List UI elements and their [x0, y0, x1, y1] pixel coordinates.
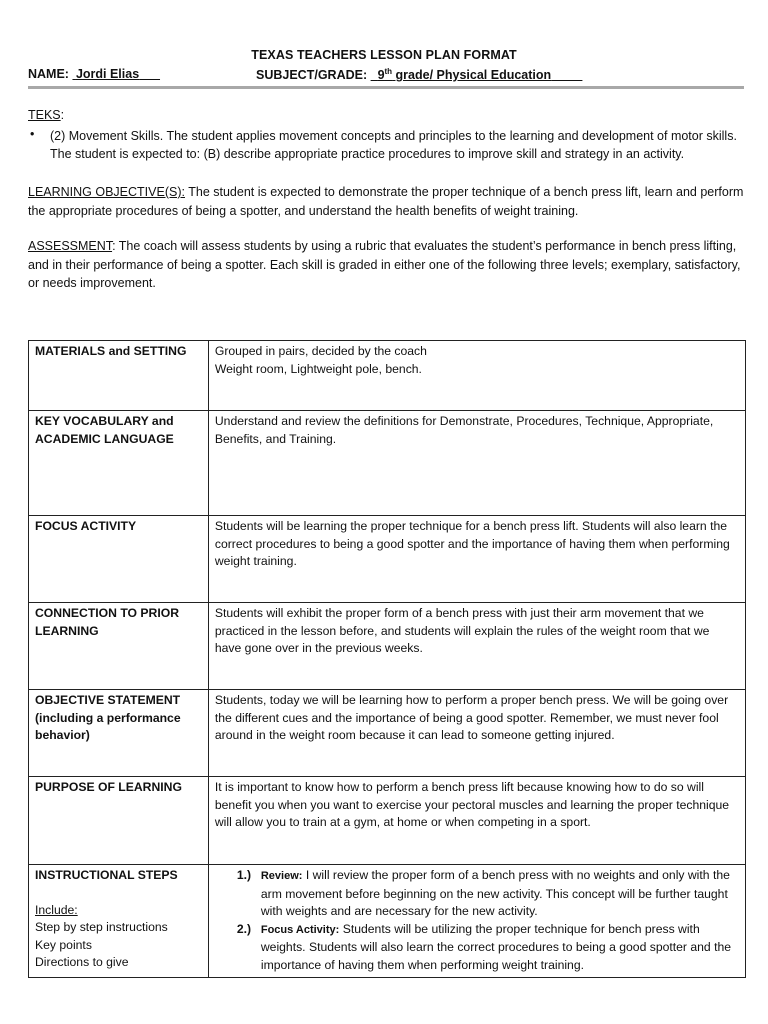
teks-text: (2) Movement Skills. The student applies movement concepts and principles to the learning and development of motor skills. The student is expected to: (B) describe appropriate practice procedures to improve skill and strategy in an activity.	[50, 129, 737, 161]
name-field	[28, 67, 160, 81]
row-content-steps	[208, 865, 745, 978]
row-content: Students will be learning the proper technique for a bench press lift. Students will also learn the correct procedures to being a good spotter and the importance of having them when performing weight training.	[208, 516, 745, 603]
row-label: MATERIALS and SETTING	[29, 341, 209, 411]
row-content: It is important to know how to perform a bench press lift because knowing how to do so will benefit you when you want to exercise your pectoral muscles and learning the proper technique will allow you to train at a gym, at home or when competing in a sport.	[208, 777, 745, 865]
learning-objective-text: The student is expected to demonstrate the proper technique of a bench press lift, learn and perform the appropriate procedures of being a spotter, and understand the health benefits of weight training.	[28, 185, 744, 218]
table-row	[29, 603, 746, 690]
steps-list	[215, 867, 739, 974]
name-label: NAME:	[28, 67, 69, 81]
row-content: Students, today we will be learning how to perform a proper bench press. We will be going over the different cues and the importance of being a good spotter. Remember, we must never fool around in the weight room because it can lead to someone getting injured.	[208, 690, 745, 777]
lesson-plan-table	[28, 340, 746, 978]
row-content: Grouped in pairs, decided by the coach Weight room, Lightweight pole, bench.	[208, 341, 745, 411]
row-label-instructional-steps: INSTRUCTIONAL STEPS Include: Step by step instructions Key points Directions to give	[29, 865, 209, 978]
row-label: KEY VOCABULARY and ACADEMIC LANGUAGE	[29, 411, 209, 516]
row-label: PURPOSE OF LEARNING	[29, 777, 209, 865]
name-value: Jordi Elias	[75, 67, 140, 81]
include-list: Include: Step by step instructions Key points Directions to give	[35, 902, 168, 969]
subject-field	[256, 67, 582, 82]
row-label: CONNECTION TO PRIOR LEARNING	[29, 603, 209, 690]
table-row	[29, 411, 746, 516]
table-row	[29, 865, 746, 978]
assessment-text: : The coach will assess students by using a rubric that evaluates the student’s performance in bench press lifting, and in their performance of being a spotter. Each skill is graded in either one of the following three levels; exemplary, satisfactory, or needs improvement.	[28, 239, 741, 290]
subject-label: SUBJECT/GRADE:	[256, 68, 368, 83]
table-row	[29, 690, 746, 777]
row-content: Understand and review the definitions for Demonstrate, Procedures, Technique, Appropriate, Benefits, and Training.	[208, 411, 745, 516]
assessment-label: ASSESSMENT	[28, 239, 113, 253]
teks-heading: TEKS:	[28, 108, 65, 122]
assessment	[28, 237, 744, 293]
list-item: 1.) Review: I will review the proper form of a bench press with no weights and only with the arm movement before beginning on the new activity. This concept will be further taught with weights and are necessary for the new activity.	[236, 868, 730, 918]
row-content: Students will exhibit the proper form of a bench press with just their arm movement that we practiced in the lesson before, and students will explain the rules of the weight room that we have gone over in the previous weeks.	[208, 603, 745, 690]
row-label: FOCUS ACTIVITY	[29, 516, 209, 603]
table-row	[29, 777, 746, 865]
table-row	[29, 516, 746, 603]
header-divider	[28, 86, 744, 89]
document-title: TEXAS TEACHERS LESSON PLAN FORMAT	[251, 48, 517, 62]
learning-objective	[28, 183, 744, 220]
list-item: 2.) Focus Activity: Students will be utilizing the proper technique for bench press with weights. Students will also learn the correct procedures to being a good spotter and the importance of having them when performing weight training.	[236, 921, 732, 972]
subject-value: 9th grade/ Physical Education	[377, 67, 552, 83]
row-label: OBJECTIVE STATEMENT (including a performance behavior)	[29, 690, 209, 777]
learning-objective-label: LEARNING OBJECTIVE(S):	[28, 185, 185, 199]
teks-bullet: •	[30, 127, 35, 141]
table-row	[29, 341, 746, 411]
